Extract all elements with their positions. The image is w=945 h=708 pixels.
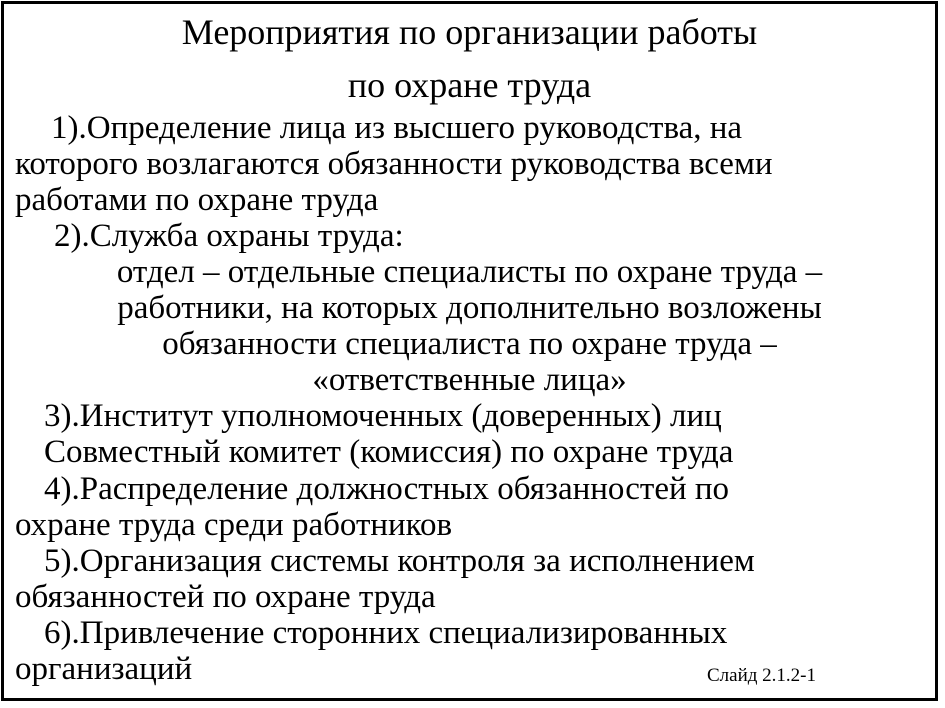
- item-1-line-1: 1).Определение лица из высшего руководства, на: [51, 110, 743, 146]
- item-2-heading: 2).Служба охраны труда:: [54, 218, 404, 254]
- slide-title-line-1: Мероприятия по организации работы: [181, 12, 758, 52]
- item-6-line-1: 6).Привлечение сторонних специализированных: [44, 615, 728, 651]
- item-1-line-3: работами по охране труда: [15, 182, 379, 218]
- item-2-line-4: «ответственные лица»: [312, 362, 627, 398]
- slide-number: Слайд 2.1.2-1: [707, 665, 816, 686]
- item-3-line-1: 3).Институт уполномоченных (доверенных) лиц: [44, 398, 722, 434]
- item-1-line-2: которого возлагаются обязанности руководства всеми: [15, 146, 773, 182]
- item-2-line-2: работники, на которых дополнительно возложены: [117, 290, 822, 326]
- item-4-line-1: 4).Распределение должностных обязанностей по: [44, 471, 730, 507]
- item-5-line-2: обязанностей по охране труда: [15, 579, 436, 615]
- slide-title-line-2: по охране труда: [347, 65, 592, 105]
- slide: [1, 1, 938, 701]
- item-3-line-2: Совместный комитет (комиссия) по охране труда: [44, 434, 734, 470]
- item-6-line-2: организаций: [15, 651, 193, 687]
- item-4-line-2: охране труда среди работников: [15, 507, 453, 543]
- item-5-line-1: 5).Организация системы контроля за исполнением: [44, 543, 755, 579]
- item-2-line-3: обязанности специалиста по охране труда –: [162, 326, 777, 362]
- item-2-line-1: отдел – отдельные специалисты по охране труда –: [116, 254, 823, 290]
